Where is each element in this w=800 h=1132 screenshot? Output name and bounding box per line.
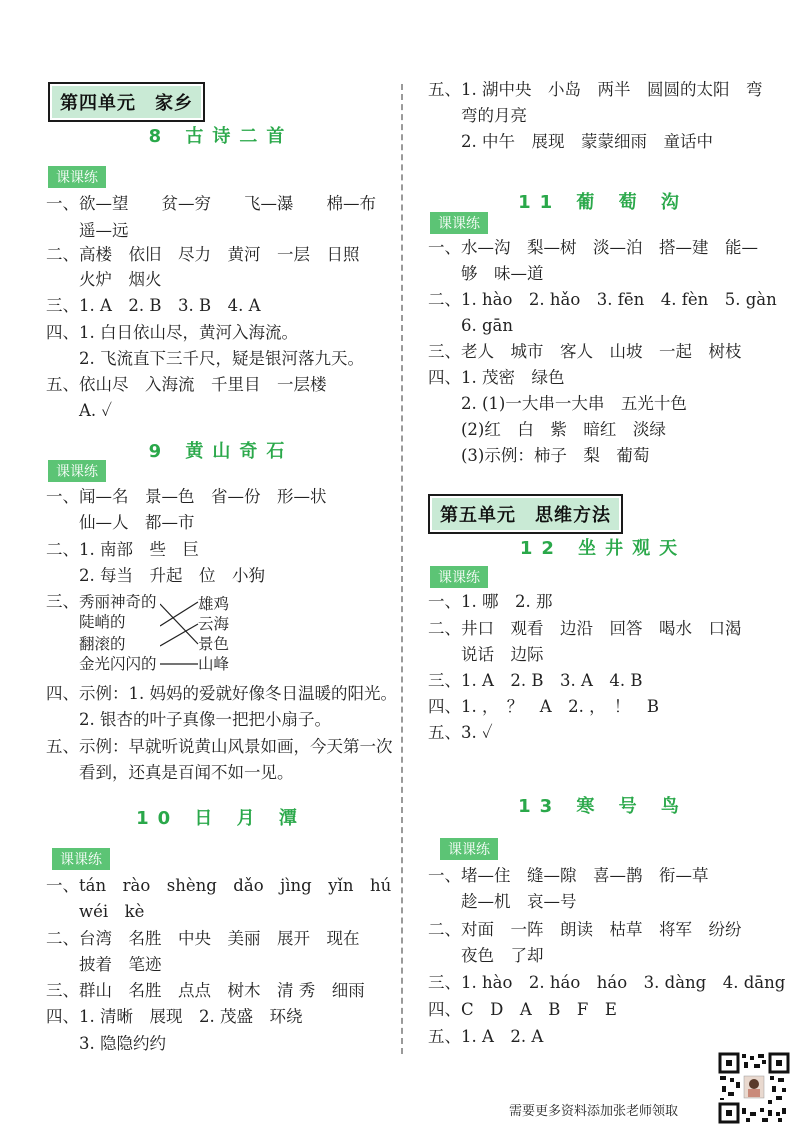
answer-line: 一、1. 哪 2. 那 [428, 592, 553, 611]
column-divider [401, 84, 403, 1054]
answer-line: 四、1. 茂密 绿色 [428, 368, 565, 387]
answer-line: 三、1. A 2. B 3. B 4. A [46, 296, 261, 315]
qr-code-icon[interactable] [718, 1052, 790, 1124]
answer-line: 二、井口 观看 边沿 回答 喝水 口渴 [428, 619, 742, 638]
match-left-item: 翻滚的 [79, 635, 126, 653]
unit5-label: 第五单元 思维方法 [432, 498, 619, 530]
answer-line: 趁—机 哀—号 [428, 892, 577, 911]
answer-line: 二、高楼 依旧 尽力 黄河 一层 日照 [46, 245, 360, 264]
lesson12-title: 12 坐井观天 [519, 538, 687, 559]
answer-line: 三、1. hào 2. háo háo 3. dàng 4. dāng [428, 973, 786, 992]
unit4-label: 第四单元 家乡 [52, 86, 201, 118]
answer-line: (3)示例：柿子 梨 葡萄 [428, 446, 650, 465]
answer-line: 一、闻—名 景—色 省—份 形—状 [46, 487, 327, 506]
footer-note: 需要更多资料添加张老师领取 [509, 1104, 679, 1119]
answer-line: 说话 边际 [428, 645, 544, 664]
answer-line: 2. 银杏的叶子真像一把把小扇子。 [46, 710, 331, 729]
answer-line: 三、群山 名胜 点点 树木 清 秀 细雨 [46, 981, 365, 1000]
answer-line: 2. (1)一大串一大串 五光十色 [428, 394, 687, 413]
answer-line: 二、对面 一阵 朗读 枯草 将军 纷纷 [428, 920, 742, 939]
answer-line: 3. 隐隐约约 [46, 1034, 166, 1053]
match-line [160, 602, 198, 626]
lesson9-tag: 课课练 [48, 460, 106, 482]
answer-line: 四、1. 白日依山尽，黄河入海流。 [46, 323, 298, 342]
lesson12-tag: 课课练 [430, 566, 488, 588]
answer-line: 二、1. hào 2. hǎo 3. fēn 4. fèn 5. gàn [428, 290, 777, 309]
match-line [160, 604, 198, 644]
answer-line: 四、1. 清晰 展现 2. 茂盛 环绕 [46, 1007, 303, 1026]
answer-line: 2. 每当 升起 位 小狗 [46, 566, 265, 585]
answer-line: 五、示例：早就听说黄山风景如画，今天第一次 [46, 737, 393, 756]
match-right-item: 云海 [198, 615, 230, 633]
lesson11-tag: 课课练 [430, 212, 488, 234]
answer-line: 一、堵—住 缝—隙 喜—鹊 衔—草 [428, 866, 709, 885]
match-left-item: 秀丽神奇的 [79, 593, 157, 611]
match-prefix: 三、 [46, 592, 79, 611]
lesson10-tag: 课课练 [52, 848, 110, 870]
match-right-item: 雄鸡 [198, 595, 230, 613]
match-line [160, 624, 198, 646]
match-left-item: 金光闪闪的 [79, 655, 157, 673]
lesson13-title: 13 寒 号 鸟 [518, 796, 688, 817]
lesson8-tag: 课课练 [48, 166, 106, 188]
unit4-heading [48, 82, 205, 122]
answer-line: 夜色 了却 [428, 946, 544, 965]
answer-line: 弯的月亮 [428, 106, 527, 125]
answer-line: 仙—人 都—市 [46, 513, 195, 532]
answer-line: 五、依山尽 入海流 千里目 一层楼 [46, 375, 327, 394]
lesson8-title: 8 古诗二首 [148, 126, 294, 147]
match-left-item: 陡峭的 [79, 613, 126, 631]
answer-line: 三、老人 城市 客人 山坡 一起 树枝 [428, 342, 742, 361]
answer-line: A. ✓ [46, 401, 113, 420]
answer-line: 看到，还真是百闻不如一见。 [46, 763, 294, 782]
lesson9-title: 9 黄山奇石 [148, 441, 294, 462]
answer-line: 四、示例：1. 妈妈的爱就好像冬日温暖的阳光。 [46, 684, 397, 703]
answer-line: 6. gān [428, 316, 514, 335]
unit5-heading [428, 494, 623, 534]
answer-line: wéi kè [46, 902, 145, 921]
answer-line: 够 味—道 [428, 264, 544, 283]
answer-line: 一、水—沟 梨—树 淡—泊 搭—建 能— [428, 238, 758, 257]
answer-line: 火炉 烟火 [46, 270, 162, 289]
answer-line: 三、1. A 2. B 3. A 4. B [428, 671, 643, 690]
answer-line: 一、tán rào shèng dǎo jìng yǐn hú [46, 876, 392, 895]
answer-line: 二、台湾 名胜 中央 美丽 展开 现在 [46, 929, 360, 948]
answer-line: 2. 中午 展现 蒙蒙细雨 童话中 [428, 132, 713, 151]
match-right-item: 山峰 [198, 655, 230, 673]
answer-line: 五、1. 湖中央 小岛 两半 圆圆的太阳 弯 [428, 80, 763, 99]
answer-line: 五、3. ✓ [428, 723, 493, 742]
matching-lines [160, 596, 200, 676]
answer-line: 四、C D A B F E [428, 1000, 617, 1019]
lesson10-title: 10 日 月 潭 [136, 808, 306, 829]
answer-line: 披着 笔迹 [46, 955, 162, 974]
lesson11-title: 11 葡 萄 沟 [518, 192, 688, 213]
answer-line: 2. 飞流直下三千尺，疑是银河落九天。 [46, 349, 364, 368]
answer-line: 一、欲—望 贫—穷 飞—瀑 棉—布 [46, 194, 376, 213]
lesson13-tag: 课课练 [440, 838, 498, 860]
match-right-item: 景色 [198, 635, 230, 653]
answer-line: 四、1. ， ？ A 2. ， ！ B [428, 697, 660, 716]
answer-line: (2)红 白 紫 暗红 淡绿 [428, 420, 666, 439]
answer-line: 遥—远 [46, 221, 129, 240]
answer-line: 二、1. 南部 些 巨 [46, 540, 199, 559]
answer-line: 五、1. A 2. A [428, 1027, 544, 1046]
